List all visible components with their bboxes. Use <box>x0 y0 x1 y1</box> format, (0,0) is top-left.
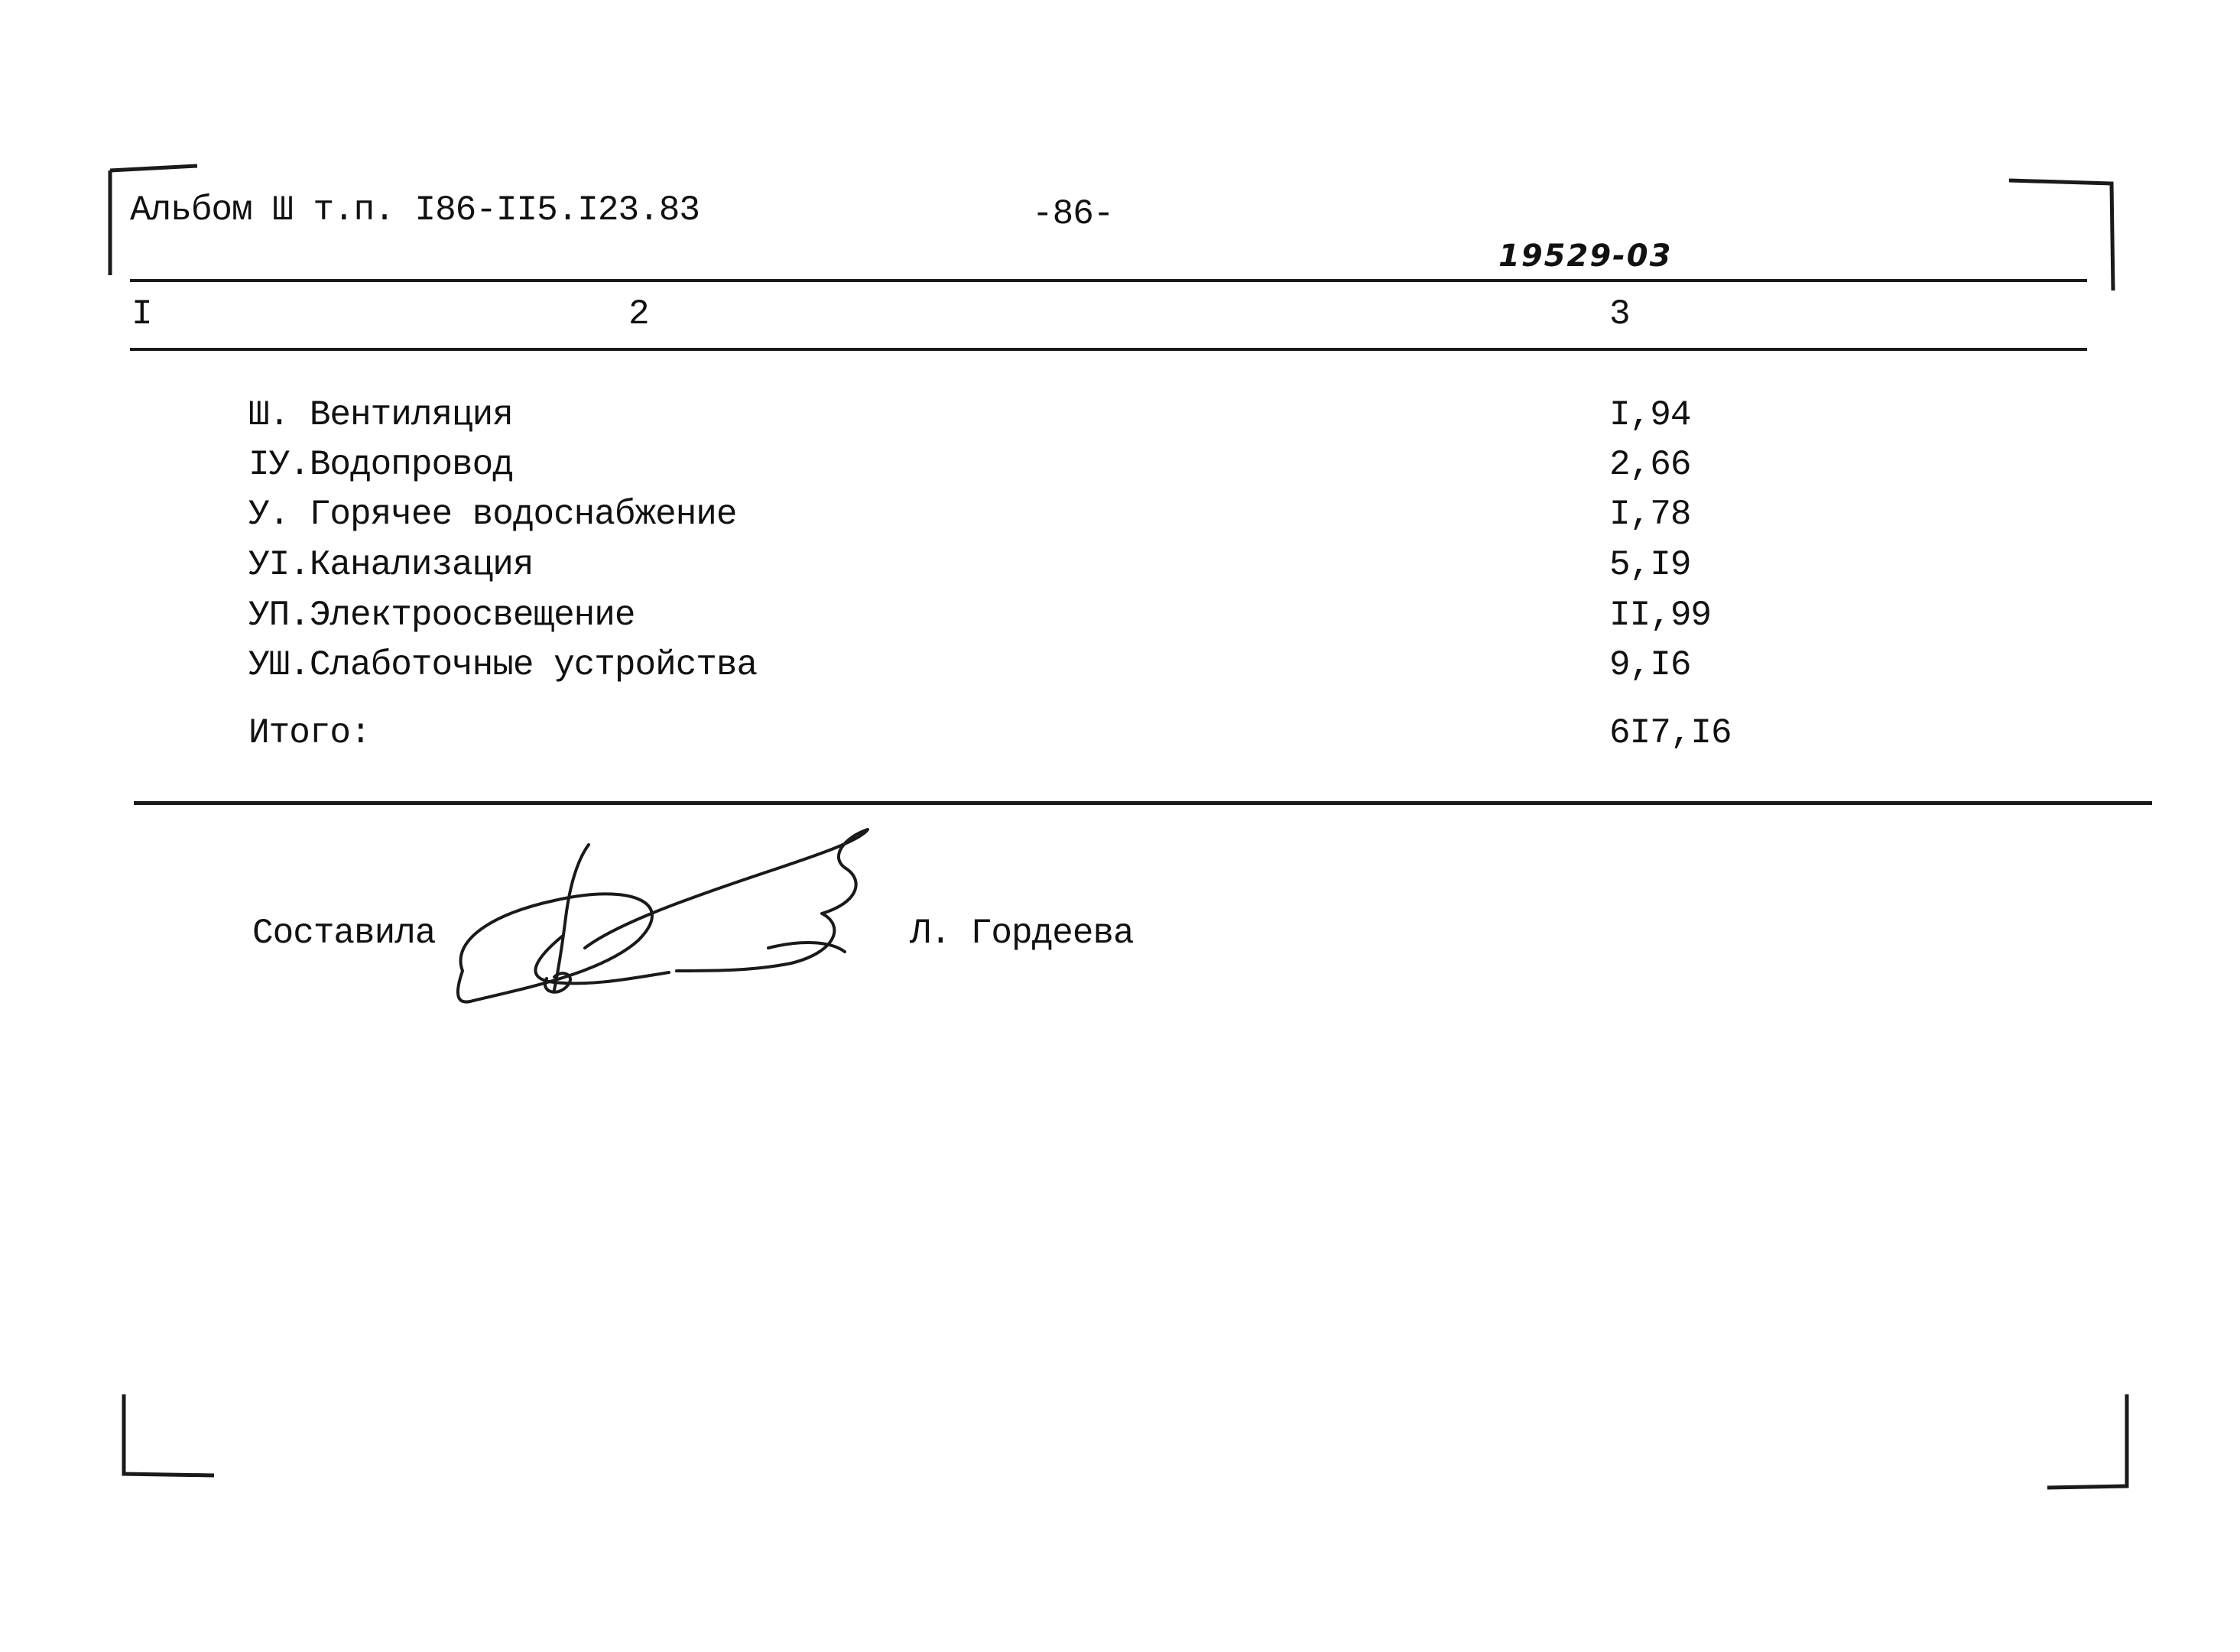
table-row-value: I,78 <box>1609 495 1691 534</box>
table-row-label: УI.Канализация <box>248 545 534 585</box>
table-row-value: II,99 <box>1609 596 1712 635</box>
column-header-3: 3 <box>1609 294 1630 334</box>
table-row-label: УШ.Слаботочные устройства <box>248 645 758 685</box>
total-label: Итого: <box>248 713 371 753</box>
table-bottom-rule <box>134 801 2152 805</box>
table-row-value: 9,I6 <box>1609 645 1691 685</box>
table-row-label: УП.Электроосвещение <box>248 596 635 635</box>
table-row-label: IУ.Водопровод <box>248 445 513 485</box>
total-value: 6I7,I6 <box>1609 713 1732 753</box>
table-row-value: I,94 <box>1609 395 1691 435</box>
frame-corner-bottom-right <box>2041 1391 2141 1498</box>
table-row-value: 2,66 <box>1609 445 1691 485</box>
table-row-value: 5,I9 <box>1609 545 1691 585</box>
table-row-label: У. Горячее водоснабжение <box>248 495 737 534</box>
inventory-number: 19529-03 <box>1498 239 1673 274</box>
header-rule-bottom <box>130 348 2087 351</box>
column-header-1: I <box>131 294 152 334</box>
album-reference: Альбом Ш т.п. I86-II5.I23.83 <box>130 190 700 230</box>
table-row-label: Ш. Вентиляция <box>248 395 513 435</box>
frame-corner-bottom-left <box>115 1391 222 1483</box>
page-number: -86- <box>1032 194 1114 234</box>
frame-corner-top-right <box>2003 174 2118 297</box>
column-header-2: 2 <box>628 294 649 334</box>
signature <box>447 826 883 1024</box>
compiled-by-label: Составила <box>252 914 436 953</box>
header-rule-top <box>130 279 2087 282</box>
signer-name: Л. Гордеева <box>910 914 1134 953</box>
